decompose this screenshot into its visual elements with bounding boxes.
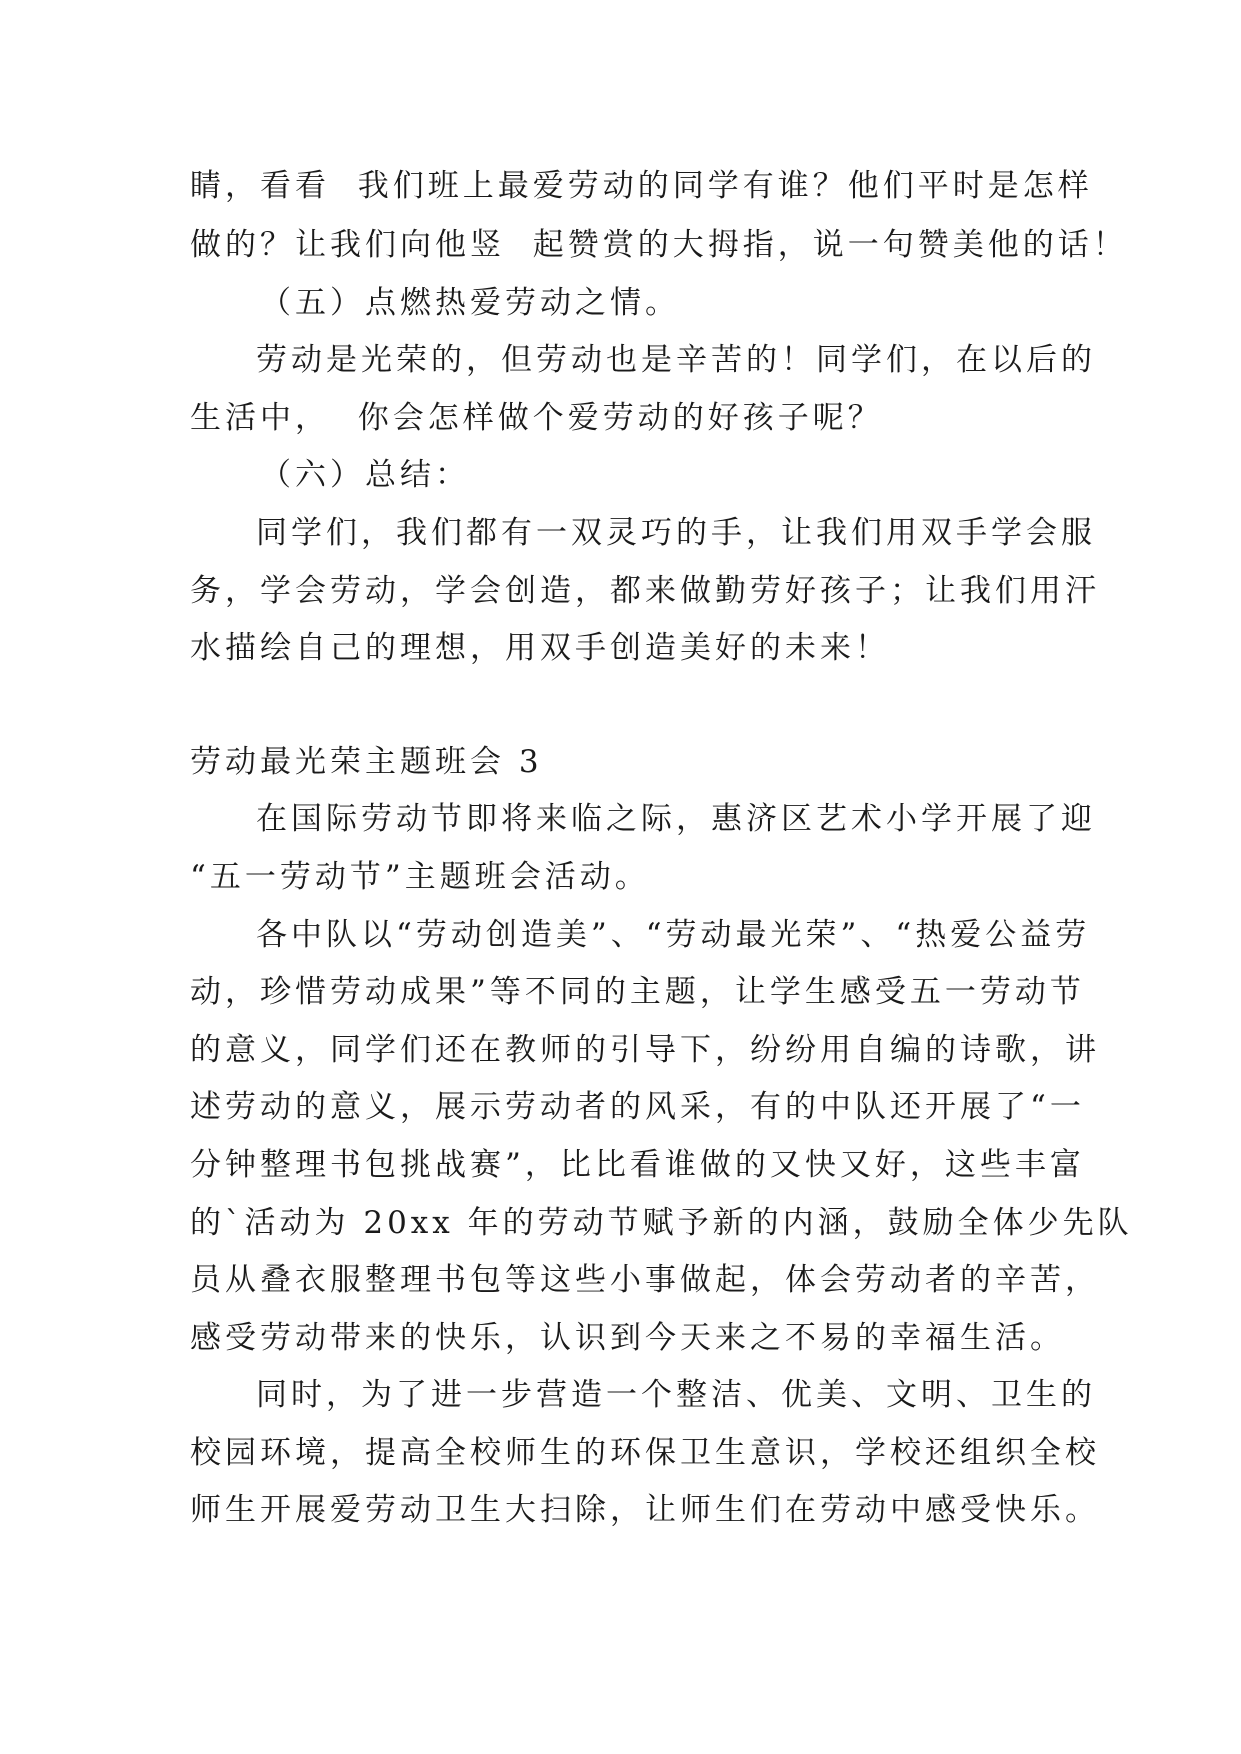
paragraph-line: 的`活动为 20xx 年的劳动节赋予新的内涵，鼓励全体少先队: [190, 1205, 1133, 1241]
document-section-title: 劳动最光荣主题班会 3: [190, 744, 543, 780]
paragraph-line: 生活中， 你会怎样做个爱劳动的好孩子呢？: [190, 400, 883, 436]
paragraph-line: 同学们，我们都有一双灵巧的手，让我们用双手学会服: [256, 515, 1096, 551]
paragraph-line: 劳动是光荣的，但劳动也是辛苦的！同学们，在以后的: [256, 342, 1096, 378]
paragraph-line: 同时，为了进一步营造一个整洁、优美、文明、卫生的: [256, 1377, 1096, 1413]
paragraph-line: 睛，看看 我们班上最爱劳动的同学有谁？他们平时是怎样: [190, 168, 1093, 204]
paragraph-line: 校园环境，提高全校师生的环保卫生意识，学校还组织全校: [190, 1435, 1100, 1471]
paragraph-line: 务，学会劳动，学会创造，都来做勤劳好孩子；让我们用汗: [190, 573, 1100, 609]
paragraph-line: 动，珍惜劳动成果”等不同的主题，让学生感受五一劳动节: [190, 974, 1085, 1010]
paragraph-line: “五一劳动节”主题班会活动。: [190, 859, 650, 895]
paragraph-line: 师生开展爱劳动卫生大扫除，让师生们在劳动中感受快乐。: [190, 1492, 1100, 1528]
paragraph-line: 分钟整理书包挑战赛”，比比看谁做的又快又好，这些丰富: [190, 1147, 1085, 1183]
paragraph-line: 在国际劳动节即将来临之际，惠济区艺术小学开展了迎: [256, 801, 1096, 837]
paragraph-line: 的意义，同学们还在教师的引导下，纷纷用自编的诗歌，讲: [190, 1032, 1100, 1068]
paragraph-line: 员从叠衣服整理书包等这些小事做起，体会劳动者的辛苦，: [190, 1262, 1100, 1298]
paragraph-line: 做的？让我们向他竖 起赞赏的大拇指，说一句赞美他的话！: [190, 227, 1128, 263]
paragraph-line: 述劳动的意义，展示劳动者的风采，有的中队还开展了“一: [190, 1089, 1085, 1125]
paragraph-line: 水描绘自己的理想，用双手创造美好的未来！: [190, 630, 890, 666]
section-heading-six: （六）总结：: [260, 457, 470, 493]
paragraph-line: 感受劳动带来的快乐，认识到今天来之不易的幸福生活。: [190, 1320, 1065, 1356]
paragraph-line: 各中队以“劳动创造美”、“劳动最光荣”、“热爱公益劳: [256, 917, 1091, 953]
section-heading-five: （五）点燃热爱劳动之情。: [260, 285, 680, 321]
